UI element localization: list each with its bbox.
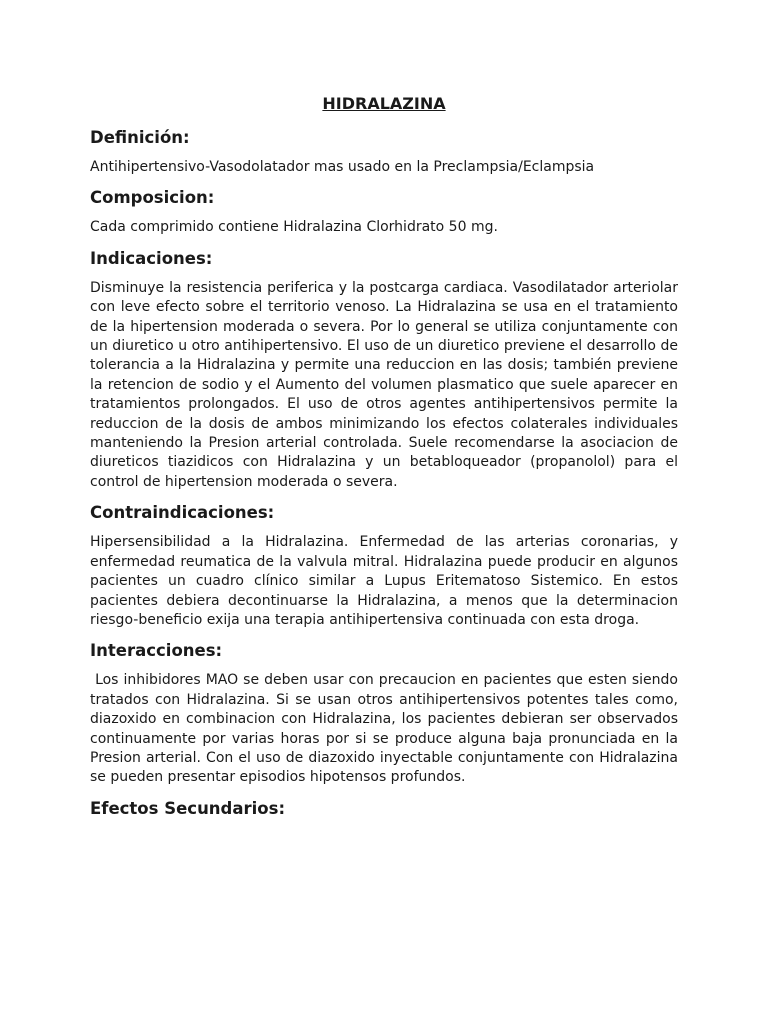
section-body: Hipersensibilidad a la Hidralazina. Enfermedad de las arterias coronarias, y enfermedad reumatica de la valvula mitral. Hidralazina puede producir en algunos pacientes un cuadro clínico similar a Lupus Eritematoso Sistemico. En estos pacientes debiera decontinuarse la Hidralazina, a menos que la determinacion riesgo-beneficio exija una terapia antihipertensiva continuada con esta droga.	[90, 534, 683, 628]
section-indicaciones	[90, 247, 683, 501]
section-definicion	[90, 126, 678, 186]
section-heading: Contraindicaciones:	[90, 503, 275, 523]
section-body: Los inhibidores MAO se deben usar con precaucion en pacientes que esten siendo tratados con Hidralazina. Si se usan otros antihipertensivos potentes tales como, diazoxido en combinacion con Hidralazina, los pacientes debieran ser observados continuamente por varias horas por si se produce alguna baja pronunciada en la Presion arterial. Con el uso de diazoxido inyectable conjuntamente con Hidralazina se pueden presentar episodios hipotensos profundos.	[90, 672, 683, 786]
section-body: Disminuye la resistencia periferica y la postcarga cardiaca. Vasodilatador arteriolar con leve efecto sobre el territorio venoso. La Hidralazina se usa en el tratamiento de la hipertension moderada o severa. Por lo general se utiliza conjuntamente con un diuretico u otro antihipertensivo. El uso de un diuretico previene el desarrollo de tolerancia a la Hidralazina y permite una reduccion en las dosis; también previene la retencion de sodio y el Aumento del volumen plasmatico que suele aparecer en tratamientos prolongados. El uso de otros agentes antihipertensivos permite la reduccion de la dosis de ambos minimizando los efectos colaterales individuales manteniendo la Presion arterial controlada. Suele recomendarse la asociacion de diureticos tiazidicos con Hidralazina y un betabloqueador (propanolol) para el control de hipertension moderada o severa.	[90, 279, 683, 490]
section-heading: Composicion:	[90, 188, 215, 208]
section-body: Antihipertensivo-Vasodolatador mas usado en la Preclampsia/Eclampsia	[90, 159, 595, 175]
section-heading: Indicaciones:	[90, 248, 213, 268]
section-body: Cada comprimido contiene Hidralazina Clorhidrato 50 mg.	[90, 219, 498, 236]
section-heading: Efectos Secundarios:	[90, 798, 286, 818]
section-heading: Interacciones:	[90, 641, 223, 661]
document-page	[90, 92, 683, 821]
section-heading: Definición:	[90, 128, 190, 147]
section-efectos-secundarios	[90, 797, 678, 821]
section-composicion	[90, 186, 678, 246]
section-contraindicaciones	[90, 501, 683, 639]
document-title: HIDRALAZINA	[322, 94, 446, 113]
section-interacciones	[90, 639, 683, 796]
